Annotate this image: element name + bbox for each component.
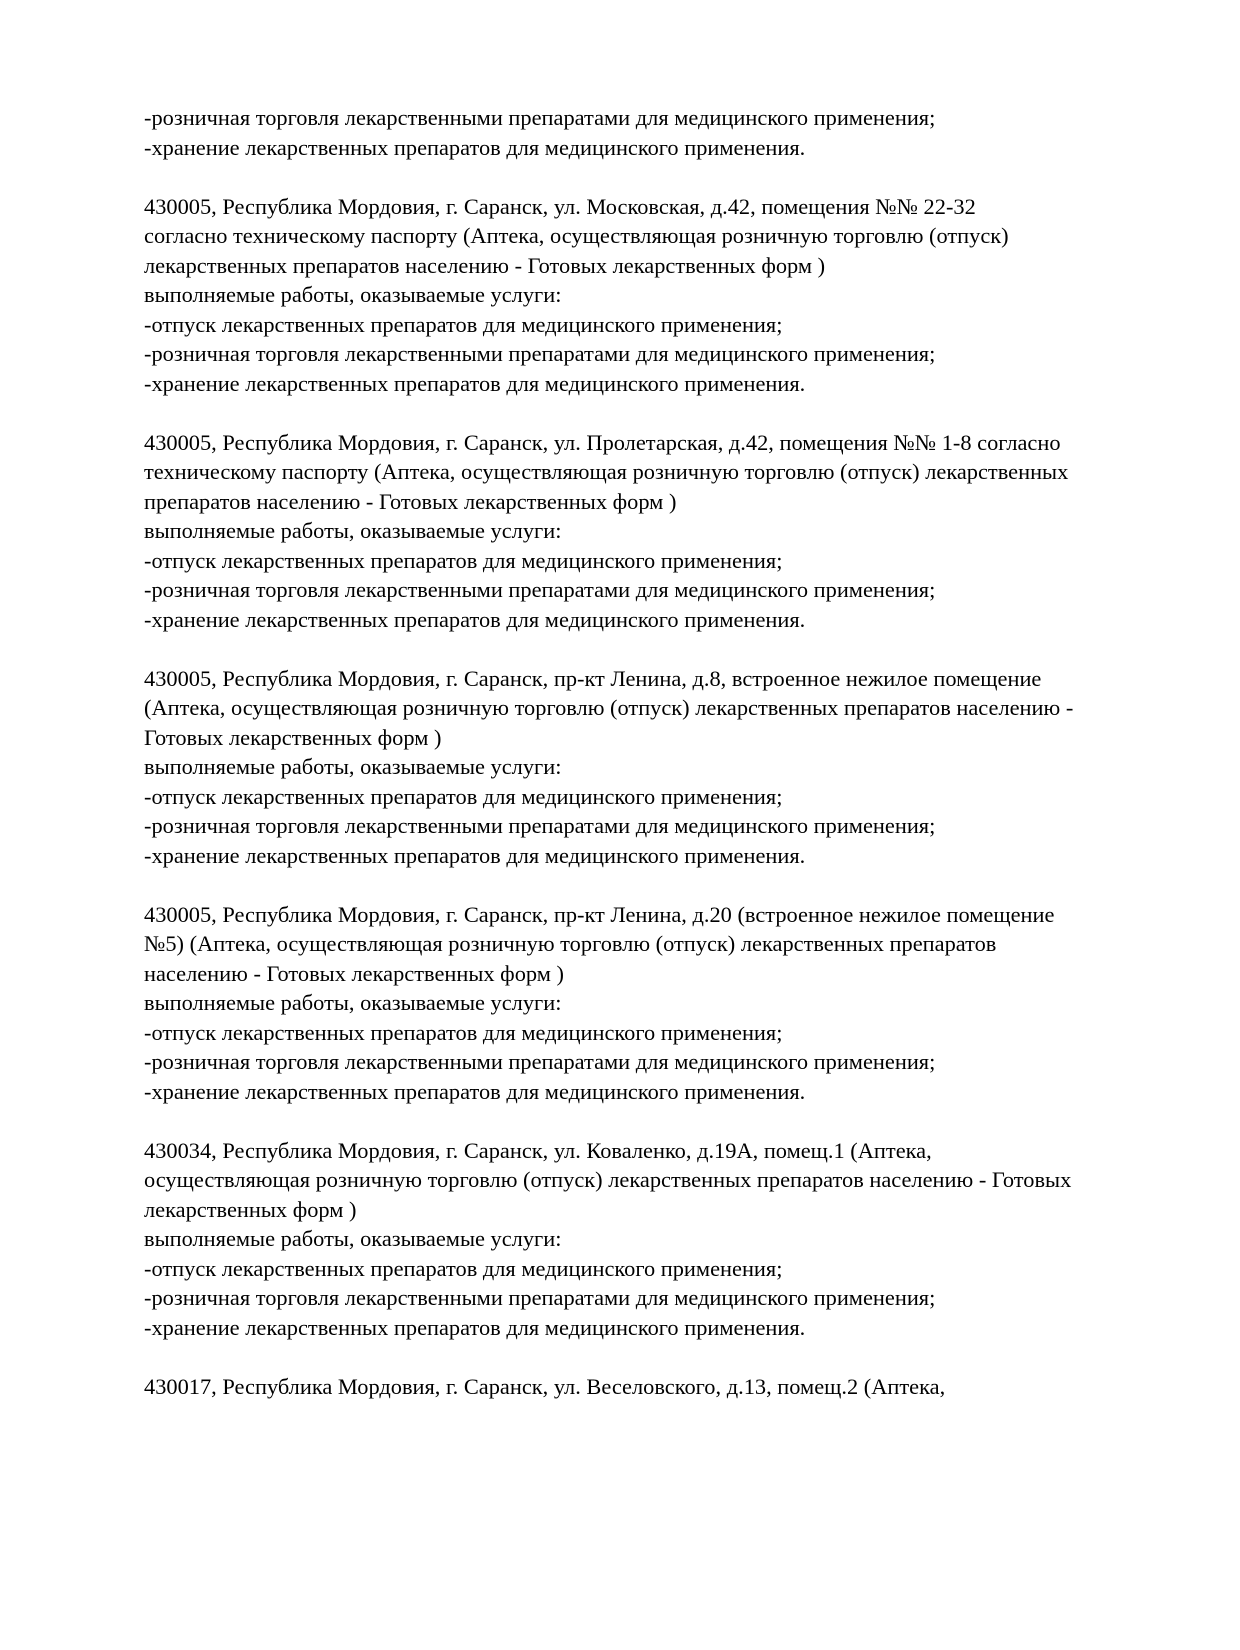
service-item: -розничная торговля лекарственными препаратами для медицинского применения;	[144, 1285, 936, 1310]
paragraph-gap	[144, 870, 1154, 900]
address-line: 430017, Республика Мордовия, г. Саранск, ул. Веселовского, д.13, помещ.2 (Аптека,	[144, 1373, 946, 1399]
address-line: №5) (Аптека, осуществляющая розничную торговлю (отпуск) лекарственных препаратов	[144, 931, 997, 956]
address-line: Готовых лекарственных форм )	[144, 724, 442, 750]
services-label: выполняемые работы, оказываемые услуги:	[144, 754, 562, 779]
service-item: -отпуск лекарственных препаратов для медицинского применения;	[144, 547, 783, 573]
address-line: населению - Готовых лекарственных форм )	[144, 960, 564, 986]
paragraph-gap	[144, 634, 1154, 664]
service-item: -розничная торговля лекарственными препаратами для медицинского применения;	[144, 1049, 936, 1074]
service-item: -хранение лекарственных препаратов для медицинского применения.	[144, 370, 806, 396]
paragraph-gap	[144, 1342, 1154, 1372]
intro-block	[144, 103, 1154, 162]
address-line: 430005, Республика Мордовия, г. Саранск, пр-кт Ленина, д.20 (встроенное нежилое помещение	[144, 901, 1055, 927]
address-line: 430005, Республика Мордовия, г. Саранск, ул. Московская, д.42, помещения №№ 22-32	[144, 193, 976, 219]
services-label: выполняемые работы, оказываемые услуги:	[144, 518, 562, 543]
address-line: лекарственных препаратов населению - Готовых лекарственных форм )	[144, 252, 826, 278]
services-label: выполняемые работы, оказываемые услуги:	[144, 1226, 562, 1251]
address-line: согласно техническому паспорту (Аптека, осуществляющая розничную торговлю (отпуск)	[144, 223, 1009, 248]
service-item: -хранение лекарственных препаратов для медицинского применения.	[144, 1314, 806, 1340]
address-line: лекарственных форм )	[144, 1196, 357, 1222]
service-item: -отпуск лекарственных препаратов для медицинского применения;	[144, 1019, 783, 1045]
pharmacy-entry	[144, 900, 1154, 1107]
address-line: 430005, Республика Мордовия, г. Саранск, ул. Пролетарская, д.42, помещения №№ 1-8 согласно	[144, 429, 1061, 455]
paragraph-gap	[144, 398, 1154, 428]
service-item: -отпуск лекарственных препаратов для медицинского применения;	[144, 1255, 783, 1281]
address-line: техническому паспорту (Аптека, осуществляющая розничную торговлю (отпуск) лекарственных	[144, 459, 1069, 484]
service-item: -розничная торговля лекарственными препаратами для медицинского применения;	[144, 341, 936, 366]
pharmacy-entry	[144, 428, 1154, 635]
service-item: -хранение лекарственных препаратов для медицинского применения.	[144, 606, 806, 632]
pharmacy-entry	[144, 1136, 1154, 1343]
pharmacy-entry-partial	[144, 1372, 1154, 1402]
service-item: -отпуск лекарственных препаратов для медицинского применения;	[144, 311, 783, 337]
address-line: осуществляющая розничную торговлю (отпуск) лекарственных препаратов населению - Готовых	[144, 1167, 1072, 1192]
service-item: -розничная торговля лекарственными препаратами для медицинского применения;	[144, 813, 936, 838]
service-item: -розничная торговля лекарственными препаратами для медицинского применения;	[144, 577, 936, 602]
service-item: -хранение лекарственных препаратов для медицинского применения.	[144, 842, 806, 868]
intro-line: -розничная торговля лекарственными препаратами для медицинского применения;	[144, 105, 936, 130]
pharmacy-entry	[144, 664, 1154, 871]
service-item: -отпуск лекарственных препаратов для медицинского применения;	[144, 783, 783, 809]
paragraph-gap	[144, 1106, 1154, 1136]
address-line: 430005, Республика Мордовия, г. Саранск, пр-кт Ленина, д.8, встроенное нежилое помещение	[144, 665, 1042, 691]
document-page	[144, 103, 1154, 1401]
services-label: выполняемые работы, оказываемые услуги:	[144, 990, 562, 1015]
address-line: (Аптека, осуществляющая розничную торговлю (отпуск) лекарственных препаратов населению -	[144, 695, 1074, 720]
address-line: препаратов населению - Готовых лекарственных форм )	[144, 488, 677, 514]
paragraph-gap	[144, 162, 1154, 192]
address-line: 430034, Республика Мордовия, г. Саранск, ул. Коваленко, д.19А, помещ.1 (Аптека,	[144, 1137, 932, 1163]
intro-line: -хранение лекарственных препаратов для медицинского применения.	[144, 134, 806, 160]
services-label: выполняемые работы, оказываемые услуги:	[144, 282, 562, 307]
service-item: -хранение лекарственных препаратов для медицинского применения.	[144, 1078, 806, 1104]
pharmacy-entry	[144, 192, 1154, 399]
